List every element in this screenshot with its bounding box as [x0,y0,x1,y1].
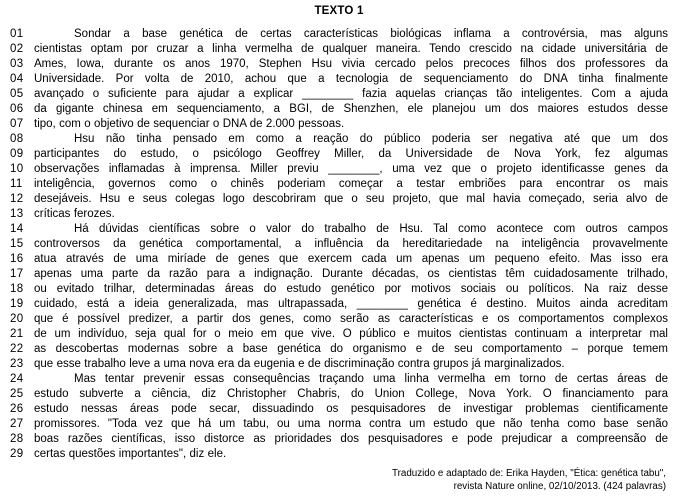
passage-line [10,237,668,252]
line-text: ou evitado trilhar, determinadas áreas do estudo genético por motivos sociais ou políticos. Na raiz desse [34,283,668,295]
passage-line [10,417,668,432]
line-number: 04 [10,73,24,85]
line-text: controversos da genética comportamental, a influência da hereditariedade na inteligência provavelmente [34,238,668,250]
line-number: 08 [10,133,24,145]
line-text: participantes do estudo, o psicólogo Geoffrey Miller, da Universidade de Nova York, fez algumas [34,148,668,160]
passage-line [10,222,668,237]
line-number: 06 [10,103,24,115]
passage-line [10,192,668,207]
page-title: TEXTO 1 [314,5,364,17]
line-number: 17 [10,268,24,280]
source-credit [10,467,668,493]
line-text: inteligência, governos como o chinês poderiam começar a testar embriões para encontrar os mais [34,178,668,190]
line-text: avançado o suficiente para ajudar a explicar ________ fazia aquelas crianças tão inteligentes. Com a ajuda [34,88,668,100]
line-number: 09 [10,148,24,160]
passage-line [10,297,668,312]
passage-line [10,72,668,87]
line-number: 16 [10,253,24,265]
line-text: que esse trabalho leve a uma nova era da eugenia e de discriminação contra grupos já marginalizados. [34,358,565,370]
line-text: promissores. "Toda vez que há um tabu, ou uma norma contra um estudo que não tenha como base senão [34,418,668,430]
line-number: 11 [10,178,23,190]
line-text: tipo, com o objetivo de sequenciar o DNA de 2.000 pessoas. [34,118,345,130]
line-text: estudo nessas áreas pode secar, dissuadindo os pesquisadores de investigar problemas cientificamente [34,403,668,415]
line-text: que é possível predizer, a partir dos genes, como serão as características e os comportamentos complexos [34,313,668,325]
passage-line [10,447,668,462]
passage-line [10,312,668,327]
line-number: 10 [10,163,24,175]
passage-line [10,57,668,72]
line-number: 29 [10,448,24,460]
line-text: atua através de uma miríade de genes que exercem cada um apenas um pequeno efeito. Mas isso era [34,253,668,265]
line-number: 21 [10,328,24,340]
line-number: 05 [10,88,24,100]
passage [10,27,668,462]
line-number: 12 [10,193,24,205]
line-number: 02 [10,43,24,55]
line-text: críticas ferozes. [34,208,115,220]
line-text: Mas tentar prevenir essas consequências traçando uma linha vermelha em torno de certas áreas de [74,373,668,385]
line-text: Há dúvidas científicas sobre o valor do trabalho de Hsu. Tal como acontece com outros campos [74,223,668,235]
passage-line [10,342,668,357]
line-text: apenas uma parte da razão para a indignação. Durante décadas, os cientistas têm cuidadosamente trilhado, [34,268,668,280]
passage-line [10,147,668,162]
line-number: 25 [10,388,24,400]
passage-line [10,252,668,267]
line-text: Ames, Iowa, durante os anos 1970, Stephen Hsu vivia cercado pelos precoces filhos dos professores da [34,58,668,70]
passage-line [10,402,668,417]
passage-line [10,357,668,372]
line-text: cuidado, está a ideia generalizada, mas ultrapassada, ________ genética é destino. Muitos ainda acreditam [34,298,668,310]
line-number: 28 [10,433,24,445]
line-text: de um indivíduo, seja qual for o meio em que vive. O público e muitos cientistas continuam a interpretar mal [34,328,668,340]
line-number: 19 [10,298,24,310]
line-number: 26 [10,403,24,415]
passage-line [10,87,668,102]
line-number: 15 [10,238,24,250]
line-text: estudo subverte a ciência, diz Christopher Chabris, do Union College, Nova York. O financiamento para [34,388,668,400]
line-text: Universidade. Por volta de 2010, achou que a tecnologia de sequenciamento do DNA tinha finalmente [34,73,668,85]
line-number: 14 [10,223,24,235]
passage-line [10,177,668,192]
source-credit-line-1: Traduzido e adaptado de: Erika Hayden, "Ética: genética tabu", [391,468,666,479]
line-number: 03 [10,58,24,70]
passage-line [10,387,668,402]
line-number: 24 [10,373,24,385]
passage-line [10,162,668,177]
passage-line [10,372,668,387]
line-number: 07 [10,118,24,130]
line-text: da gigante chinesa em sequenciamento, a BGI, de Shenzhen, ele planejou um dos maiores estudos desse [34,103,668,115]
line-text: observações inflamadas à imprensa. Miller previu ________, uma vez que o projeto identificasse genes da [34,163,668,175]
passage-line [10,432,668,447]
passage-line [10,327,668,342]
line-text: certas questões importantes", diz ele. [34,448,227,460]
line-text: boas razões científicas, isso distorce as prioridades dos pesquisadores e pode prejudicar a compreensão de [34,433,668,445]
line-text: Hsu não tinha pensado em como a reação do público poderia ser negativa até que um dos [74,133,668,145]
passage-line [10,117,668,132]
source-credit-line-2: revista Nature online, 02/10/2013. (424 palavras) [453,481,666,492]
line-text: as descobertas modernas sobre a base genética do organismo e de seu comportamento – porque temem [34,343,668,355]
passage-line [10,207,668,222]
line-number: 27 [10,418,24,430]
line-text: desejáveis. Hsu e seus colegas logo descobriram que o seu projeto, que mal havia começado, seria alvo de [34,193,668,205]
line-number: 22 [10,343,24,355]
line-text: Sondar a base genética de certas características biológicas inflama a controvérsia, mas alguns [74,28,668,40]
line-text: cientistas optam por cruzar a linha vermelha de qualquer maneira. Tendo crescido na cidade universitária de [34,43,668,55]
passage-line [10,27,668,42]
line-number: 13 [10,208,24,220]
passage-line [10,282,668,297]
line-number: 23 [10,358,24,370]
line-number: 18 [10,283,24,295]
line-number: 01 [10,28,24,40]
passage-line [10,267,668,282]
passage-line [10,42,668,57]
passage-line [10,132,668,147]
line-number: 20 [10,313,24,325]
passage-line [10,102,668,117]
